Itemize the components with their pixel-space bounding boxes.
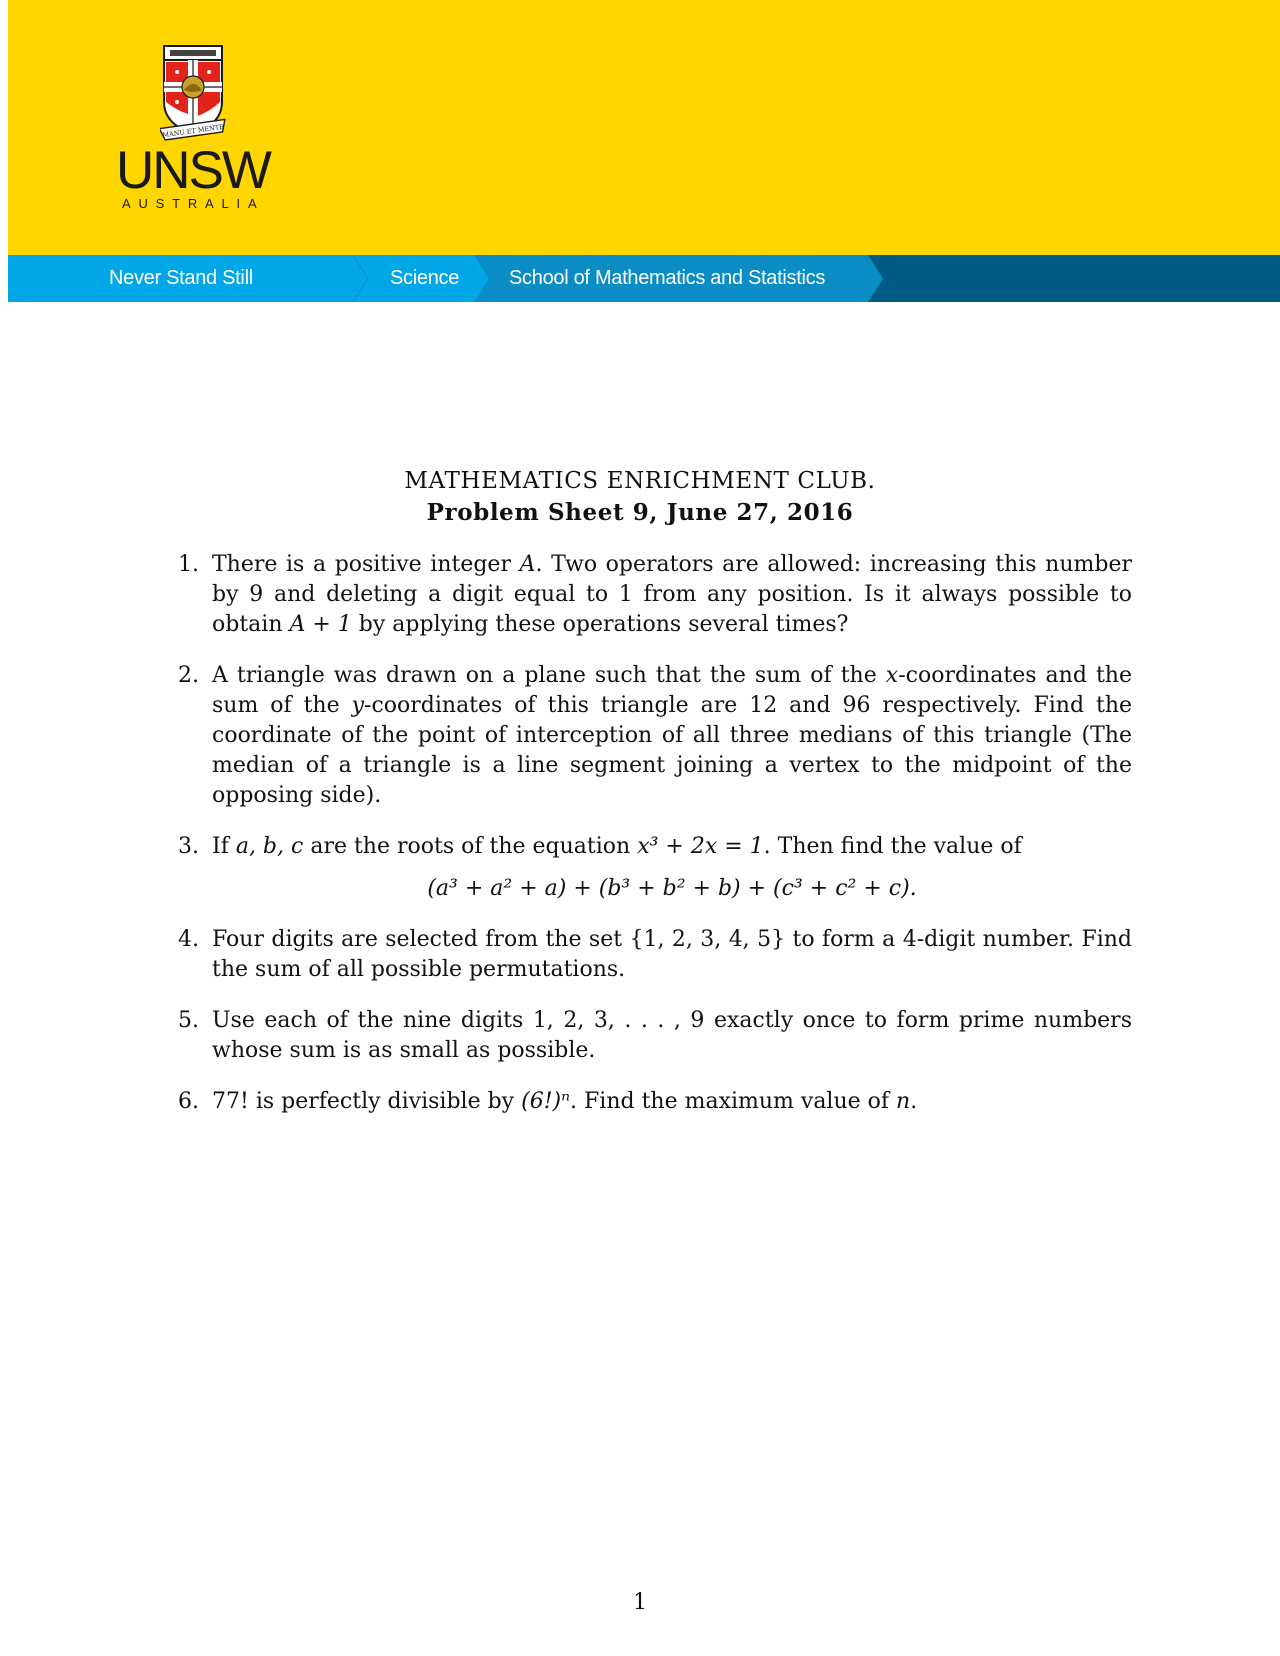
logo-wordmark: UNSW: [116, 141, 270, 200]
nav-tagline: Never Stand Still: [109, 267, 253, 289]
problem-number: 5.: [178, 1008, 199, 1033]
math-variable: x: [885, 663, 899, 688]
header-banner: [8, 0, 1280, 255]
problem-3: [174, 832, 1132, 904]
math-expression: (6!)ⁿ: [521, 1089, 571, 1114]
problem-4: [174, 925, 1132, 985]
math-variables: a, b, c: [235, 834, 304, 859]
problem-text: If: [212, 834, 236, 859]
problem-text: A triangle was drawn on a plane such that the sum of the: [212, 663, 886, 688]
problem-list: [174, 550, 1132, 1117]
problem-2: [174, 661, 1132, 811]
problem-6: [174, 1087, 1132, 1117]
page-number: 1: [633, 1590, 647, 1615]
problem-number: 4.: [178, 927, 199, 952]
math-equation: x³ + 2x = 1: [637, 834, 764, 859]
problem-text: . Then find the value of: [763, 834, 1022, 859]
display-equation: (a³ + a² + a) + (b³ + b² + b) + (c³ + c² + c).: [427, 876, 917, 901]
problem-text: are the roots of the equation: [303, 834, 638, 859]
problem-text: .: [910, 1089, 918, 1114]
nav-faculty-link[interactable]: Science: [390, 267, 460, 289]
svg-text:MANU ET MENTE: MANU ET MENTE: [161, 122, 225, 140]
math-digits: 1, 2, 3, . . . , 9: [532, 1008, 705, 1033]
problem-text: -coordinates and the sum of the: [212, 663, 1132, 718]
problem-text: Four digits are selected from the set: [212, 927, 630, 952]
problem-text: . Find the maximum value of: [570, 1089, 897, 1114]
problem-number: 3.: [178, 834, 199, 859]
problem-number: 1.: [178, 552, 199, 577]
logo-subtitle: AUSTRALIA: [122, 196, 265, 211]
page-title: MATHEMATICS ENRICHMENT CLUB.: [404, 468, 876, 494]
problem-1: [174, 550, 1132, 640]
page-subtitle: Problem Sheet 9, June 27, 2016: [426, 499, 854, 526]
problem-text: exactly once to form prime numbers whose sum is as small as possible.: [212, 1008, 1132, 1063]
unsw-logo: [108, 44, 278, 214]
problem-text: . Two operators are allowed: increasing this number by 9 and deleting a digit equal to 1 from any position. Is it always possible to obtain: [212, 552, 1132, 637]
problem-text: by applying these operations several times?: [351, 612, 849, 637]
math-expression: A + 1: [289, 612, 352, 637]
problem-number: 2.: [178, 663, 199, 688]
problem-text: -coordinates of this triangle are 12 and 96 respectively. Find the coordinate of the point of interception of all three medians of this triangle (The median of a triangle is a line segment joining a vertex to the midpoint of the opposing side).: [212, 693, 1133, 808]
problem-5: [174, 1006, 1132, 1066]
crest-icon: [160, 44, 226, 144]
nav-school-link[interactable]: School of Mathematics and Statistics: [509, 267, 826, 289]
math-variable: y: [351, 693, 365, 718]
problem-text: to form a 4-digit number. Find the sum of all possible permutations.: [212, 927, 1132, 982]
math-set: {1, 2, 3, 4, 5}: [629, 927, 786, 952]
problem-number: 6.: [178, 1089, 199, 1114]
problem-text: 77! is perfectly divisible by: [212, 1089, 522, 1114]
math-variable: A: [519, 552, 536, 577]
math-variable: n: [896, 1089, 911, 1114]
title-block: [0, 466, 1280, 528]
problem-text: There is a positive integer: [212, 552, 520, 577]
problem-text: Use each of the nine digits: [212, 1008, 533, 1033]
nav-banner: [8, 255, 1280, 302]
